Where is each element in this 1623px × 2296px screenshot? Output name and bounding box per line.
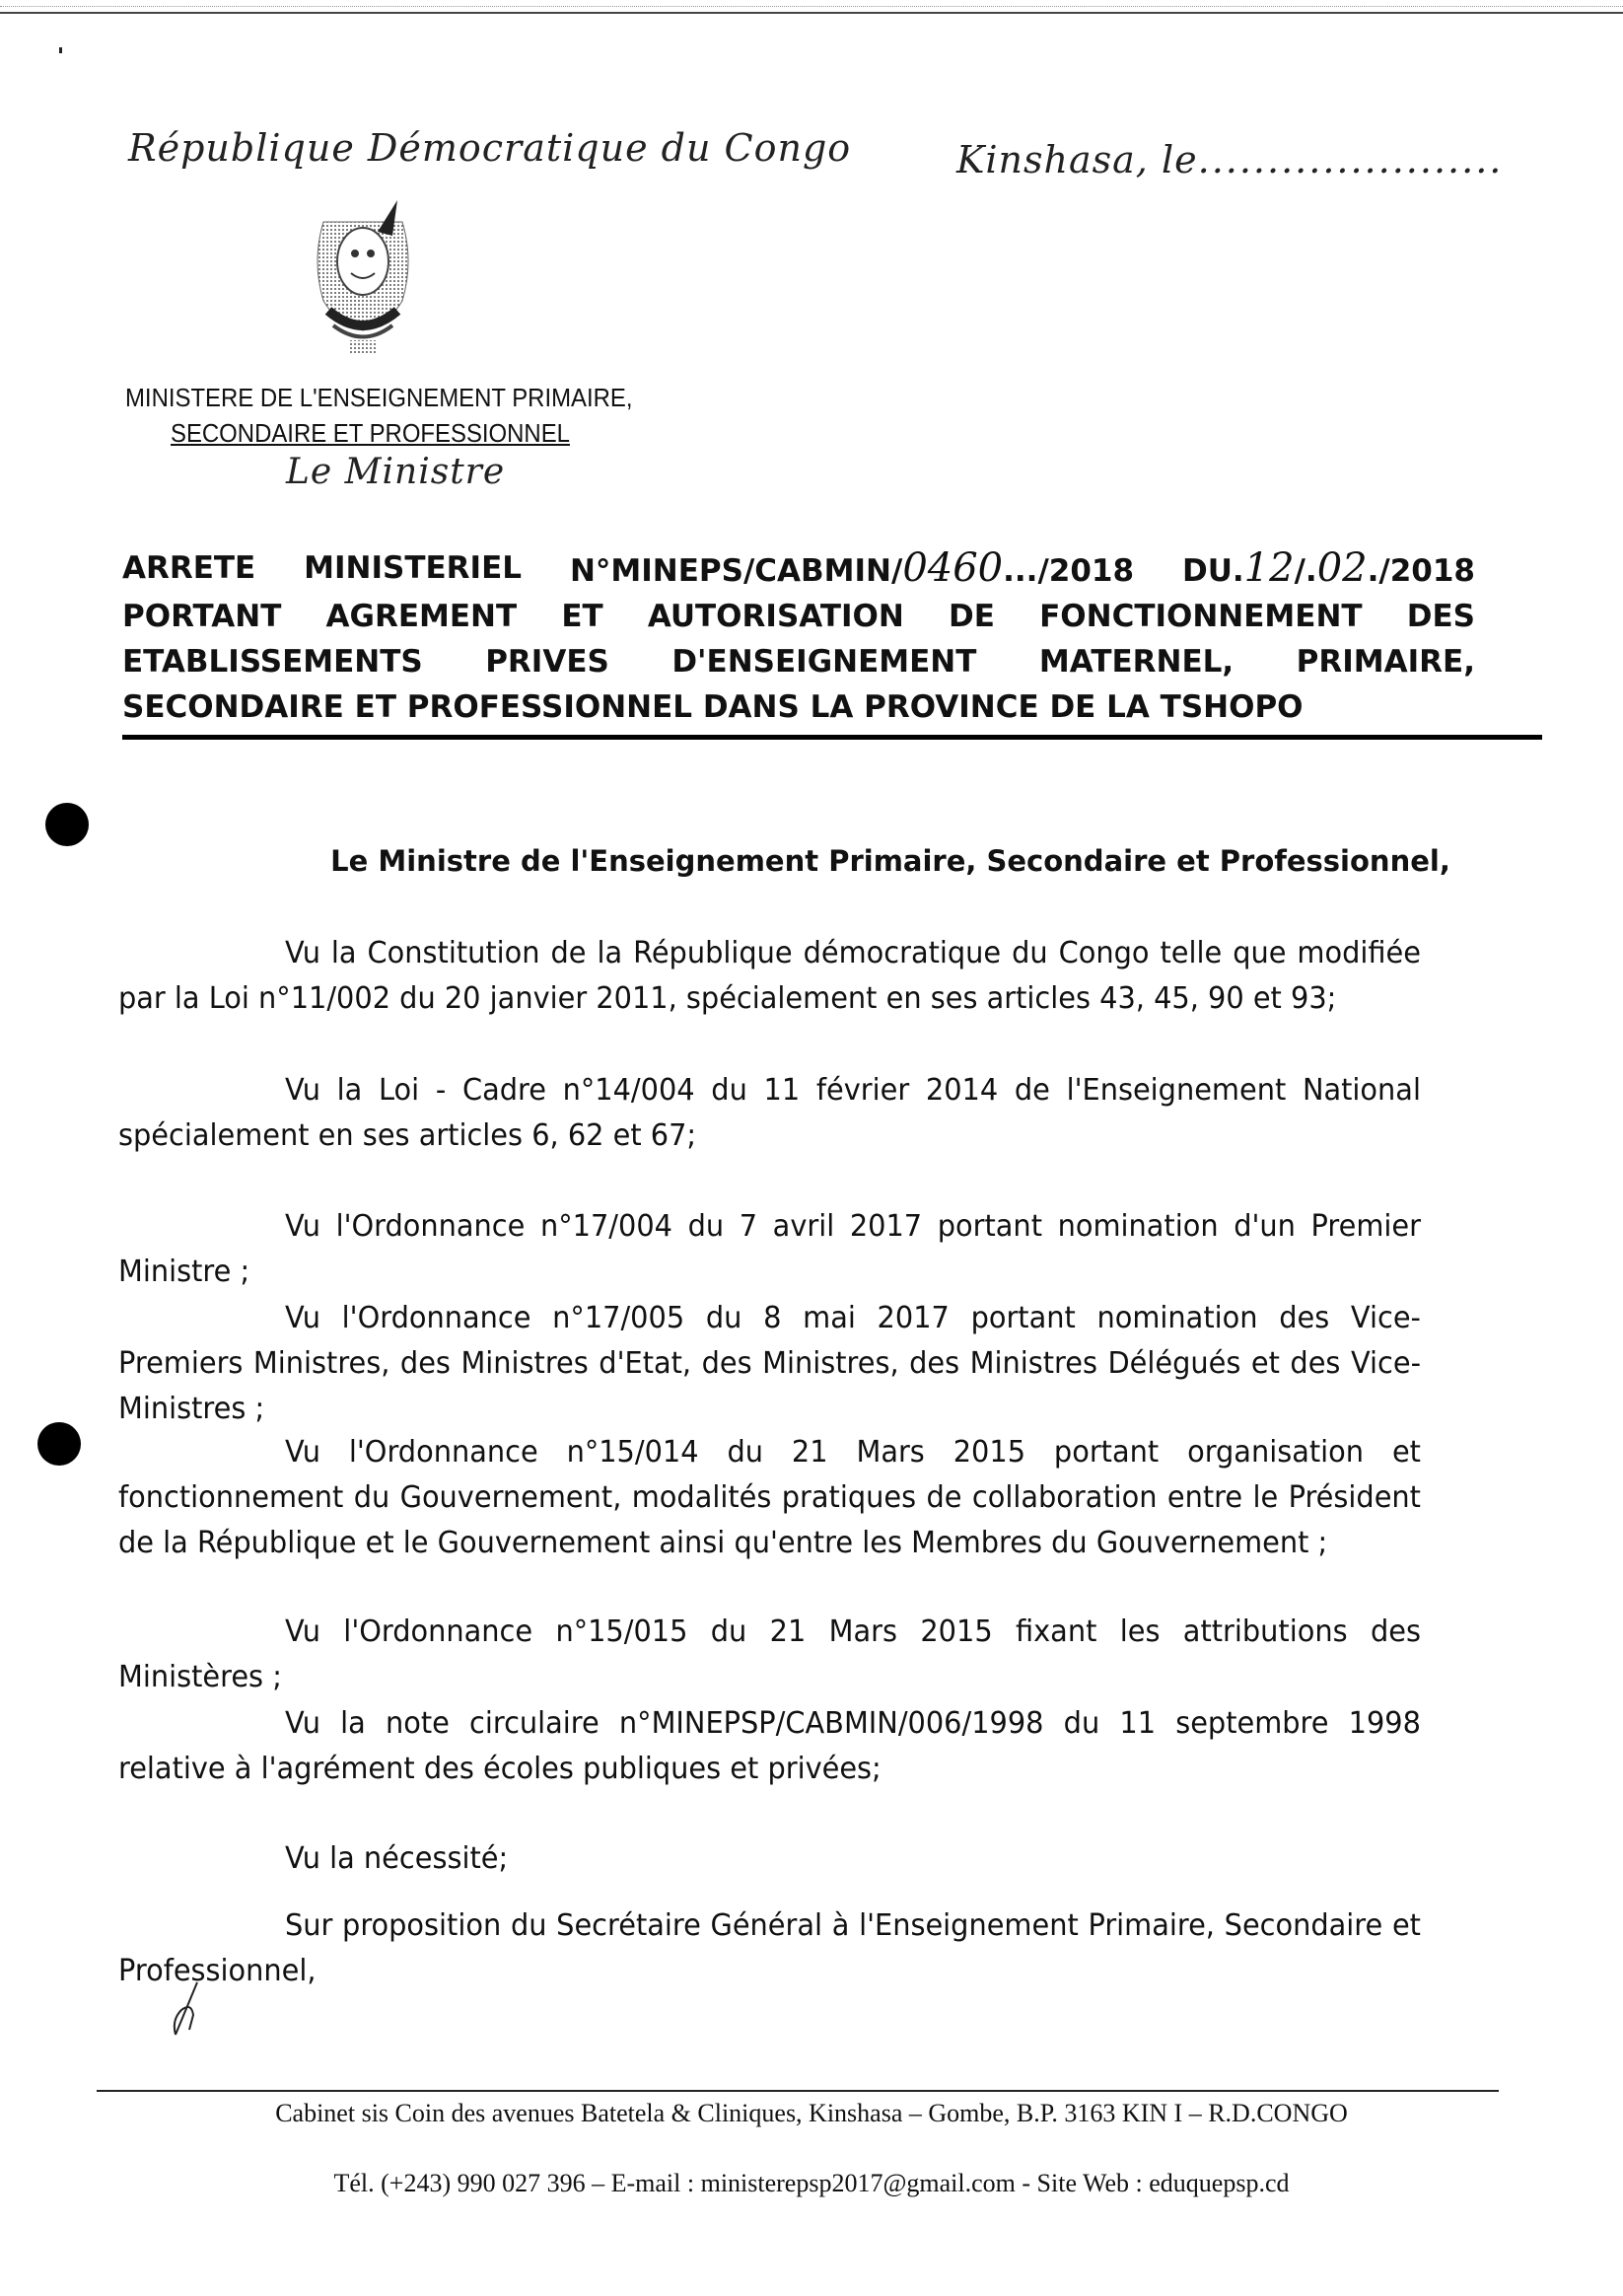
paragraph-indent bbox=[118, 1908, 285, 1943]
preamble-heading bbox=[0, 844, 1623, 878]
paragraph-text: Vu l'Ordonnance n°17/005 du 8 mai 2017 portant nomination des Vice-Premiers Ministres, des Ministres d'Etat, des Ministres, des Ministres Délégués et des Vice-Ministres ; bbox=[118, 1301, 1421, 1426]
signatory-title: Le Ministre bbox=[286, 452, 506, 492]
footer-rule bbox=[97, 2090, 1499, 2092]
decree-number-suffix: .../2018 bbox=[1003, 553, 1135, 589]
decree-word: MATERNEL, bbox=[1038, 644, 1235, 680]
title-underline bbox=[122, 735, 1542, 740]
decree-number-prefix: N°MINEPS/CABMIN/ bbox=[569, 553, 903, 589]
paragraph-indent bbox=[118, 1073, 285, 1108]
paragraph-note-circulaire bbox=[118, 1701, 1421, 1792]
paragraph-indent bbox=[118, 1706, 285, 1741]
decree-date-day: 12 bbox=[1243, 545, 1295, 591]
paragraph-indent bbox=[118, 936, 285, 970]
coat-of-arms-emblem bbox=[294, 192, 432, 360]
scan-edge-dotted bbox=[0, 6, 1623, 7]
handwritten-initials bbox=[168, 1980, 207, 2040]
paragraph-text: Vu la note circulaire n°MINEPSP/CABMIN/006/1998 du 11 septembre 1998 relative à l'agrément des écoles publiques et privées; bbox=[118, 1706, 1421, 1786]
decree-date-month: 02 bbox=[1316, 545, 1368, 591]
decree-title-line-3 bbox=[122, 639, 1475, 684]
paragraph-ordonnance-17-004 bbox=[118, 1204, 1421, 1295]
scan-edge-line bbox=[0, 12, 1623, 14]
preamble-heading-text: Le Ministre de l'Enseignement Primaire, Secondaire et Professionnel, bbox=[330, 844, 1450, 878]
decree-word: ARRETE bbox=[122, 550, 256, 586]
paragraph-constitution bbox=[118, 931, 1421, 1022]
ministry-line-2: SECONDAIRE ET PROFESSIONNEL bbox=[171, 418, 570, 448]
decree-word: PRIMAIRE, bbox=[1296, 644, 1475, 680]
decree-date-year: ./2018 bbox=[1367, 553, 1475, 589]
republic-heading: République Démocratique du Congo bbox=[128, 126, 852, 170]
decree-word: ET bbox=[561, 599, 603, 634]
place-date bbox=[956, 138, 1503, 181]
ministry-line-1: MINISTERE DE L'ENSEIGNEMENT PRIMAIRE, bbox=[125, 383, 633, 412]
decree-title-line-4 bbox=[122, 684, 1475, 730]
paragraph-text: Vu l'Ordonnance n°17/004 du 7 avril 2017 portant nomination d'un Premier Ministre ; bbox=[118, 1209, 1421, 1289]
decree-title-line-1 bbox=[122, 545, 1475, 594]
paragraph-ordonnance-15-015 bbox=[118, 1610, 1421, 1700]
decree-word: PRIVES bbox=[485, 644, 609, 680]
place-date-dots: ...................... bbox=[1197, 138, 1504, 181]
paragraph-indent bbox=[118, 1614, 285, 1649]
footer-address: Cabinet sis Coin des avenues Batetela & Cliniques, Kinshasa – Gombe, B.P. 3163 KIN I – R.D.CONGO bbox=[275, 2099, 1348, 2127]
paragraph-text: Vu l'Ordonnance n°15/015 du 21 Mars 2015 fixant les attributions des Ministères ; bbox=[118, 1614, 1421, 1694]
decree-date bbox=[1182, 545, 1475, 594]
decree-word: D'ENSEIGNEMENT bbox=[671, 644, 977, 680]
paragraph-necessite bbox=[118, 1836, 1421, 1882]
punch-hole-bottom bbox=[37, 1422, 81, 1466]
decree-title-line-2 bbox=[122, 594, 1475, 639]
paragraph-text: Vu la nécessité; bbox=[284, 1841, 509, 1876]
ministry-name bbox=[125, 380, 633, 451]
punch-hole-top bbox=[45, 803, 89, 846]
paragraph-ordonnance-15-014 bbox=[118, 1430, 1421, 1566]
place-date-label: Kinshasa, le bbox=[956, 138, 1198, 181]
paragraph-text: Vu la Constitution de la République démocratique du Congo telle que modifiée par la Loi n°11/002 du 20 janvier 2011, spécialement en ses articles 43, 45, 90 et 93; bbox=[118, 936, 1421, 1016]
decree-word: SECONDAIRE ET PROFESSIONNEL DANS LA PROVINCE DE LA TSHOPO bbox=[122, 689, 1304, 725]
decree-word: FONCTIONNEMENT bbox=[1039, 599, 1363, 634]
paragraph-text: Vu l'Ordonnance n°15/014 du 21 Mars 2015 portant organisation et fonctionnement du Gouvernement, modalités pratiques de collaboration entre le Président de la République et le Gouvernement ainsi qu'entre les Membres du Gouvernement ; bbox=[118, 1435, 1421, 1560]
decree-number-handwritten: 0460 bbox=[902, 545, 1004, 591]
decree-title bbox=[122, 545, 1475, 730]
decree-word: ETABLISSEMENTS bbox=[122, 644, 423, 680]
paragraph-indent bbox=[118, 1435, 285, 1470]
paragraph-proposition bbox=[118, 1903, 1421, 1994]
decree-word: PORTANT bbox=[122, 599, 282, 634]
decree-number bbox=[570, 545, 1134, 594]
scan-speck bbox=[59, 47, 62, 53]
decree-word: DE bbox=[949, 599, 995, 634]
decree-date-sep: /. bbox=[1294, 553, 1317, 589]
paragraph-ordonnance-17-005 bbox=[118, 1296, 1421, 1432]
paragraph-text: Vu la Loi - Cadre n°14/004 du 11 février 2014 de l'Enseignement National spécialement en ses articles 6, 62 et 67; bbox=[118, 1073, 1421, 1153]
decree-word: AUTORISATION bbox=[647, 599, 904, 634]
decree-word: MINISTERIEL bbox=[304, 550, 523, 586]
decree-word: DES bbox=[1406, 599, 1475, 634]
paragraph-loi-cadre bbox=[118, 1068, 1421, 1159]
decree-date-prefix: DU. bbox=[1181, 553, 1244, 589]
paragraph-text: Sur proposition du Secrétaire Général à l'Enseignement Primaire, Secondaire et Professionnel, bbox=[118, 1908, 1421, 1988]
footer-contact: Tél. (+243) 990 027 396 – E-mail : ministerepsp2017@gmail.com - Site Web : eduquepsp.cd bbox=[333, 2169, 1290, 2197]
paragraph-indent bbox=[118, 1301, 285, 1335]
decree-word: AGREMENT bbox=[325, 599, 518, 634]
paragraph-indent bbox=[118, 1209, 285, 1244]
paragraph-indent bbox=[118, 1841, 285, 1876]
